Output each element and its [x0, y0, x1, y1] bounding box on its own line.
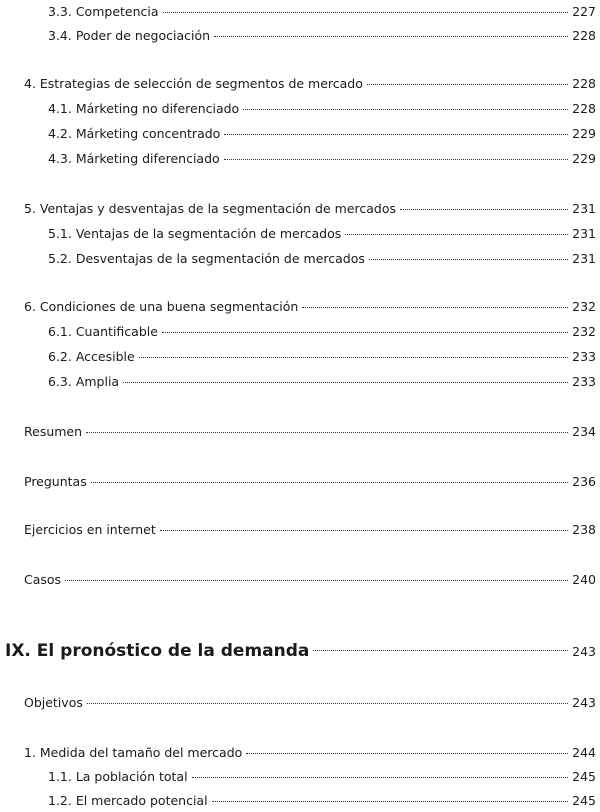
toc-entry-page: 233 [572, 349, 596, 364]
toc-entry-3-3 [0, 4, 600, 20]
toc-entry-1-2 [0, 793, 600, 809]
toc-entry-1 [0, 745, 600, 761]
toc-entry-title: 5. Ventajas y desventajas de la segmentación de mercados [24, 201, 397, 216]
toc-entry-title: 5.2. Desventajas de la segmentación de mercados [48, 251, 365, 266]
toc-entry-page: 238 [572, 522, 596, 537]
toc-entry-4-2 [0, 126, 600, 142]
toc-entry-title: 1.1. La población total [48, 769, 188, 784]
toc-entry-title: 4.2. Márketing concentrado [48, 126, 221, 141]
toc-entry-page: 231 [572, 226, 596, 241]
leader-dots [367, 84, 568, 85]
toc-entry-title: 6. Condiciones de una buena segmentación [24, 299, 299, 314]
leader-dots [214, 36, 568, 37]
leader-dots [313, 650, 568, 651]
toc-entry-title: 1. Medida del tamaño del mercado [24, 745, 243, 760]
toc-entry-resumen [0, 424, 600, 440]
toc-entry-ejercicios [0, 522, 600, 538]
toc-entry-title: 6.3. Amplia [48, 374, 120, 389]
toc-entry-title: Ejercicios en internet [24, 522, 156, 537]
toc-entry-title: 4.1. Márketing no diferenciado [48, 101, 240, 116]
toc-chapter-ix [0, 640, 600, 663]
leader-dots [192, 777, 569, 778]
leader-dots [86, 432, 568, 433]
leader-dots [162, 332, 568, 333]
leader-dots [139, 357, 568, 358]
toc-entry-page: 227 [572, 4, 596, 19]
toc-entry-title: 5.1. Ventajas de la segmentación de mercados [48, 226, 342, 241]
toc-entry-title: Resumen [24, 424, 83, 439]
toc-entry-title: 3.4. Poder de negociación [48, 28, 211, 43]
toc-entry-3-4 [0, 28, 600, 44]
toc-entry-6-2 [0, 349, 600, 365]
toc-entry-page: 240 [572, 572, 596, 587]
toc-entry-title: 1.2. El mercado potencial [48, 793, 208, 808]
leader-dots [246, 753, 568, 754]
leader-dots [224, 159, 568, 160]
toc-entry-5-2 [0, 251, 600, 267]
leader-dots [123, 382, 568, 383]
toc-chapter-title: IX. El pronóstico de la demanda [5, 641, 310, 661]
toc-entry-title: 4. Estrategias de selección de segmentos de mercado [24, 76, 363, 91]
toc-entry-page: 245 [572, 769, 596, 784]
toc-entry-page: 228 [572, 101, 596, 116]
toc-entry-page: 233 [572, 374, 596, 389]
toc-entry-preguntas [0, 474, 600, 490]
toc-entry-title: 3.3. Competencia [48, 4, 159, 19]
leader-dots [243, 109, 568, 110]
toc-entry-page: 234 [572, 424, 596, 439]
toc-entry-5 [0, 201, 600, 217]
toc-entry-title: 6.1. Cuantificable [48, 324, 158, 339]
toc-entry-title: 4.3. Márketing diferenciado [48, 151, 220, 166]
toc-entry-page: 243 [572, 695, 596, 710]
toc-entry-page: 245 [572, 793, 596, 808]
toc-entry-5-1 [0, 226, 600, 242]
toc-entry-4-1 [0, 101, 600, 117]
leader-dots [160, 530, 568, 531]
toc-entry-1-1 [0, 769, 600, 785]
toc-entry-title: Preguntas [24, 474, 87, 489]
toc-entry-page: 229 [572, 151, 596, 166]
leader-dots [91, 482, 568, 483]
leader-dots [400, 209, 568, 210]
toc-entry-title: Casos [24, 572, 62, 587]
toc-entry-6-3 [0, 374, 600, 390]
leader-dots [369, 259, 568, 260]
leader-dots [212, 801, 569, 802]
toc-entry-page: 232 [572, 299, 596, 314]
leader-dots [65, 580, 568, 581]
toc-entry-6 [0, 299, 600, 315]
leader-dots [345, 234, 568, 235]
toc-entry-page: 232 [572, 324, 596, 339]
toc-entry-4-3 [0, 151, 600, 167]
toc-entry-page: 228 [572, 28, 596, 43]
toc-entry-page: 231 [572, 201, 596, 216]
leader-dots [87, 703, 568, 704]
toc-entry-page: 236 [572, 474, 596, 489]
toc-entry-casos [0, 572, 600, 588]
toc-entry-page: 244 [572, 745, 596, 760]
leader-dots [224, 134, 568, 135]
toc-entry-page: 243 [572, 644, 596, 659]
toc-entry-page: 231 [572, 251, 596, 266]
leader-dots [163, 12, 569, 13]
toc-entry-title: Objetivos [24, 695, 83, 710]
leader-dots [302, 307, 568, 308]
toc-entry-page: 228 [572, 76, 596, 91]
toc-entry-4 [0, 76, 600, 92]
toc-entry-page: 229 [572, 126, 596, 141]
toc-entry-title: 6.2. Accesible [48, 349, 135, 364]
toc-entry-6-1 [0, 324, 600, 340]
toc-entry-objetivos [0, 695, 600, 711]
